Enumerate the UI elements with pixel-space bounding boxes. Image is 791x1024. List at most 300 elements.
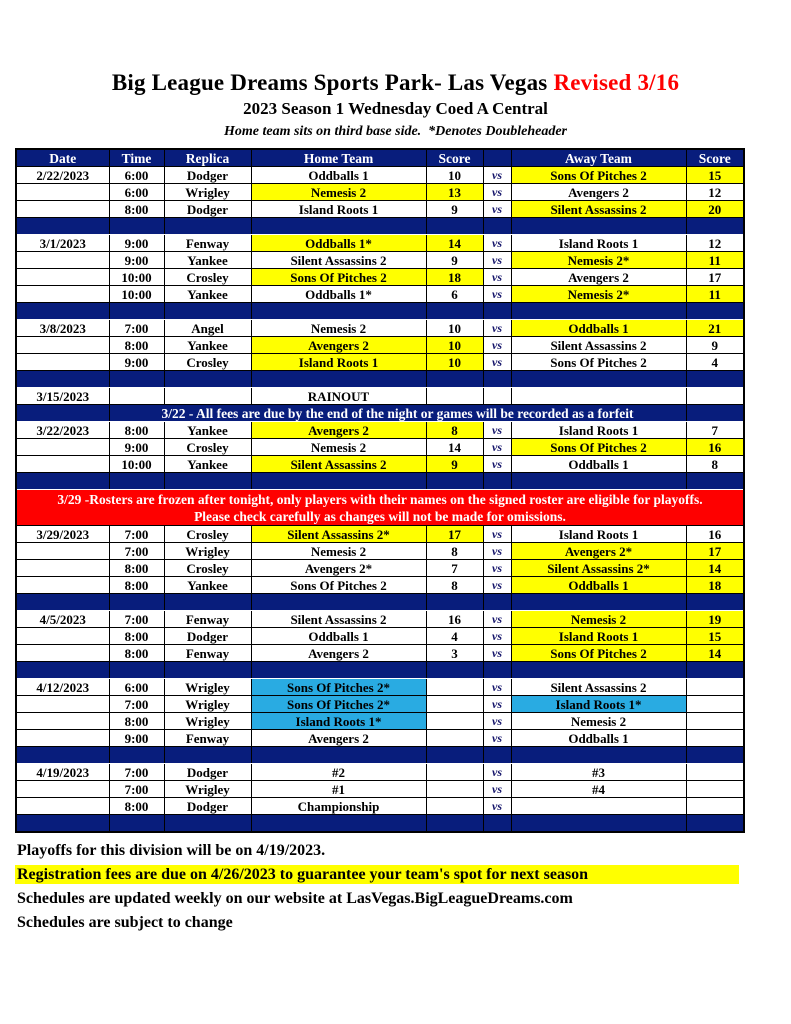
home-team-cell: Nemesis 2: [251, 439, 426, 456]
time-cell: 6:00: [109, 167, 164, 184]
home-team-cell: Oddballs 1*: [251, 235, 426, 252]
time-cell: 8:00: [109, 628, 164, 645]
away-score-cell: [686, 713, 744, 730]
game-row: [16, 286, 744, 303]
replica-cell: Dodger: [164, 628, 251, 645]
away-score-separator-cell: [686, 747, 744, 764]
time-cell: 7:00: [109, 526, 164, 543]
vs-label: vs: [483, 798, 511, 815]
date-separator-cell: [16, 218, 109, 235]
game-row: [16, 798, 744, 815]
vs-separator-cell: [483, 303, 511, 320]
date-cell: [16, 286, 109, 303]
home-score-cell: 10: [426, 337, 483, 354]
game-row: [16, 730, 744, 747]
away-team-separator-cell: [511, 218, 686, 235]
home-score-cell: 10: [426, 167, 483, 184]
header-replica: Replica: [164, 149, 251, 167]
replica-cell: Yankee: [164, 456, 251, 473]
away-score-cell: [686, 781, 744, 798]
game-row: [16, 696, 744, 713]
game-row: [16, 628, 744, 645]
replica-cell: Dodger: [164, 764, 251, 781]
separator-row: [16, 473, 744, 490]
date-cell: 3/8/2023: [16, 320, 109, 337]
time-cell: 8:00: [109, 337, 164, 354]
home-score-cell: [426, 713, 483, 730]
date-cell: [16, 781, 109, 798]
date-separator-cell: [16, 371, 109, 388]
date-cell: 4/12/2023: [16, 679, 109, 696]
date-cell: [16, 628, 109, 645]
home-team-cell: Nemesis 2: [251, 543, 426, 560]
away-team-cell: Oddballs 1: [511, 730, 686, 747]
date-cell: 2/22/2023: [16, 167, 109, 184]
home-team-cell: Avengers 2*: [251, 560, 426, 577]
notice-left-cell: [16, 405, 109, 422]
page-title: [0, 0, 791, 96]
vs-label: vs: [483, 201, 511, 218]
date-separator-cell: [16, 747, 109, 764]
home-score-separator-cell: [426, 371, 483, 388]
home-score-cell: 10: [426, 354, 483, 371]
game-row: [16, 456, 744, 473]
home-team-separator-cell: [251, 747, 426, 764]
time-cell: 8:00: [109, 645, 164, 662]
vs-label: vs: [483, 526, 511, 543]
game-row: [16, 439, 744, 456]
separator-row: [16, 747, 744, 764]
away-score-cell: 15: [686, 167, 744, 184]
away-score-cell: [686, 696, 744, 713]
away-score-cell: 16: [686, 439, 744, 456]
home-score-cell: 8: [426, 422, 483, 439]
time-cell: 8:00: [109, 560, 164, 577]
game-row: [16, 320, 744, 337]
replica-cell: Crosley: [164, 269, 251, 286]
home-score-cell: [426, 388, 483, 405]
away-team-cell: Island Roots 1: [511, 235, 686, 252]
vs-label: vs: [483, 252, 511, 269]
legend-note: Home team sits on third base side. *Denotes Doubleheader: [224, 124, 567, 139]
date-cell: [16, 543, 109, 560]
home-team-cell: #2: [251, 764, 426, 781]
vs-label: vs: [483, 354, 511, 371]
replica-cell: Wrigley: [164, 184, 251, 201]
home-score-cell: 9: [426, 252, 483, 269]
home-score-cell: 6: [426, 286, 483, 303]
away-score-cell: 12: [686, 235, 744, 252]
home-team-cell: #1: [251, 781, 426, 798]
time-cell: 10:00: [109, 456, 164, 473]
game-row: [16, 679, 744, 696]
date-cell: 3/15/2023: [16, 388, 109, 405]
date-cell: [16, 645, 109, 662]
away-score-cell: 17: [686, 543, 744, 560]
vs-separator-cell: [483, 747, 511, 764]
away-score-cell: 19: [686, 611, 744, 628]
replica-cell: Fenway: [164, 645, 251, 662]
notice-text: 3/22 - All fees are due by the end of the night or games will be recorded as a forfeit: [109, 405, 686, 422]
replica-separator-cell: [164, 815, 251, 833]
home-score-cell: 8: [426, 577, 483, 594]
vs-label: vs: [483, 439, 511, 456]
home-score-separator-cell: [426, 218, 483, 235]
schedule-table: [15, 148, 745, 833]
replica-cell: Wrigley: [164, 713, 251, 730]
vs-label: vs: [483, 422, 511, 439]
date-separator-cell: [16, 815, 109, 833]
home-team-cell: Nemesis 2: [251, 320, 426, 337]
time-cell: 7:00: [109, 764, 164, 781]
revised-label: Revised 3/16: [553, 70, 680, 95]
away-team-cell: Oddballs 1: [511, 456, 686, 473]
away-team-cell: Nemesis 2*: [511, 286, 686, 303]
separator-row: [16, 371, 744, 388]
home-team-cell: Silent Assassins 2*: [251, 526, 426, 543]
home-score-cell: 14: [426, 235, 483, 252]
home-team-cell: Silent Assassins 2: [251, 456, 426, 473]
away-score-cell: 7: [686, 422, 744, 439]
home-team-cell: Avengers 2: [251, 645, 426, 662]
home-score-cell: [426, 679, 483, 696]
time-separator-cell: [109, 815, 164, 833]
home-team-cell: Sons Of Pitches 2*: [251, 696, 426, 713]
home-score-cell: 9: [426, 456, 483, 473]
replica-separator-cell: [164, 594, 251, 611]
vs-label: vs: [483, 235, 511, 252]
vs-label: vs: [483, 560, 511, 577]
separator-row: [16, 815, 744, 833]
away-score-cell: 14: [686, 560, 744, 577]
time-separator-cell: [109, 747, 164, 764]
date-separator-cell: [16, 303, 109, 320]
home-score-cell: 18: [426, 269, 483, 286]
replica-separator-cell: [164, 303, 251, 320]
separator-row: [16, 662, 744, 679]
game-row: [16, 269, 744, 286]
home-team-separator-cell: [251, 218, 426, 235]
home-score-cell: 4: [426, 628, 483, 645]
game-row: [16, 235, 744, 252]
notice-line-1: 3/29 -Rosters are frozen after tonight, only players with their names on the signed roster are eligible for playoffs.: [57, 491, 703, 507]
away-team-separator-cell: [511, 747, 686, 764]
home-score-cell: 17: [426, 526, 483, 543]
replica-cell: Crosley: [164, 439, 251, 456]
game-row: [16, 252, 744, 269]
away-score-separator-cell: [686, 218, 744, 235]
away-score-cell: 8: [686, 456, 744, 473]
footer-line-3: Schedules are updated weekly on our website at LasVegas.BigLeagueDreams.com: [17, 890, 573, 907]
date-cell: [16, 354, 109, 371]
vs-label: vs: [483, 543, 511, 560]
vs-separator-cell: [483, 662, 511, 679]
date-cell: [16, 798, 109, 815]
away-score-separator-cell: [686, 662, 744, 679]
replica-cell: [164, 388, 251, 405]
home-team-cell: Nemesis 2: [251, 184, 426, 201]
away-team-cell: Avengers 2: [511, 184, 686, 201]
home-score-separator-cell: [426, 747, 483, 764]
away-score-separator-cell: [686, 594, 744, 611]
vs-separator-cell: [483, 594, 511, 611]
away-team-cell: Avengers 2: [511, 269, 686, 286]
home-score-cell: [426, 781, 483, 798]
home-score-cell: 8: [426, 543, 483, 560]
home-score-cell: [426, 730, 483, 747]
header-row: [16, 149, 744, 167]
game-row: [16, 167, 744, 184]
game-row: [16, 422, 744, 439]
header-home-team: Home Team: [251, 149, 426, 167]
replica-cell: Crosley: [164, 354, 251, 371]
separator-row: [16, 594, 744, 611]
time-cell: 10:00: [109, 286, 164, 303]
vs-separator-cell: [483, 218, 511, 235]
home-team-cell: Silent Assassins 2: [251, 252, 426, 269]
vs-label: vs: [483, 781, 511, 798]
time-cell: 7:00: [109, 781, 164, 798]
replica-separator-cell: [164, 662, 251, 679]
date-cell: [16, 201, 109, 218]
time-cell: 9:00: [109, 354, 164, 371]
footer-line-1: Playoffs for this division will be on 4/19/2023.: [17, 842, 326, 859]
time-separator-cell: [109, 371, 164, 388]
notice-row-blue: [16, 405, 744, 422]
away-score-cell: 9: [686, 337, 744, 354]
away-score-cell: 21: [686, 320, 744, 337]
home-score-separator-cell: [426, 815, 483, 833]
replica-cell: Yankee: [164, 422, 251, 439]
time-separator-cell: [109, 473, 164, 490]
date-cell: 3/1/2023: [16, 235, 109, 252]
time-cell: 9:00: [109, 439, 164, 456]
header-time: Time: [109, 149, 164, 167]
away-score-cell: [686, 679, 744, 696]
time-cell: 8:00: [109, 713, 164, 730]
time-cell: 7:00: [109, 543, 164, 560]
away-team-separator-cell: [511, 815, 686, 833]
game-row: [16, 354, 744, 371]
away-team-cell: Nemesis 2: [511, 713, 686, 730]
home-team-cell: Avengers 2: [251, 730, 426, 747]
replica-cell: Crosley: [164, 560, 251, 577]
date-cell: [16, 560, 109, 577]
vs-label: vs: [483, 764, 511, 781]
replica-separator-cell: [164, 371, 251, 388]
away-team-cell: Silent Assassins 2: [511, 679, 686, 696]
game-row: [16, 764, 744, 781]
home-team-cell: Oddballs 1: [251, 167, 426, 184]
away-team-cell: Oddballs 1: [511, 577, 686, 594]
away-score-cell: [686, 730, 744, 747]
time-separator-cell: [109, 303, 164, 320]
time-cell: 6:00: [109, 679, 164, 696]
vs-label: vs: [483, 320, 511, 337]
away-team-cell: #4: [511, 781, 686, 798]
home-team-cell: Oddballs 1*: [251, 286, 426, 303]
away-score-cell: 11: [686, 286, 744, 303]
replica-cell: Fenway: [164, 730, 251, 747]
replica-cell: Angel: [164, 320, 251, 337]
date-separator-cell: [16, 662, 109, 679]
time-cell: 10:00: [109, 269, 164, 286]
away-score-cell: [686, 764, 744, 781]
time-cell: 6:00: [109, 184, 164, 201]
vs-label: vs: [483, 628, 511, 645]
replica-separator-cell: [164, 218, 251, 235]
away-score-cell: 14: [686, 645, 744, 662]
away-team-cell: Sons Of Pitches 2: [511, 645, 686, 662]
home-team-cell: Avengers 2: [251, 337, 426, 354]
time-cell: 7:00: [109, 320, 164, 337]
header-home-score: Score: [426, 149, 483, 167]
home-team-separator-cell: [251, 815, 426, 833]
away-score-separator-cell: [686, 371, 744, 388]
replica-cell: Fenway: [164, 611, 251, 628]
home-team-cell: Sons Of Pitches 2: [251, 577, 426, 594]
date-cell: [16, 252, 109, 269]
notice-row-red: [16, 490, 744, 526]
notice-right-cell: [686, 405, 744, 422]
home-team-separator-cell: [251, 371, 426, 388]
replica-cell: Wrigley: [164, 543, 251, 560]
vs-label: vs: [483, 679, 511, 696]
vs-label: vs: [483, 337, 511, 354]
game-row: [16, 201, 744, 218]
home-team-separator-cell: [251, 473, 426, 490]
date-separator-cell: [16, 594, 109, 611]
replica-separator-cell: [164, 473, 251, 490]
vs-label: vs: [483, 577, 511, 594]
away-team-separator-cell: [511, 594, 686, 611]
away-score-cell: 12: [686, 184, 744, 201]
time-cell: 9:00: [109, 730, 164, 747]
away-score-cell: 18: [686, 577, 744, 594]
replica-cell: Yankee: [164, 286, 251, 303]
away-team-separator-cell: [511, 371, 686, 388]
away-team-cell: Nemesis 2*: [511, 252, 686, 269]
separator-row: [16, 218, 744, 235]
time-cell: 7:00: [109, 696, 164, 713]
time-separator-cell: [109, 218, 164, 235]
away-team-cell: Sons Of Pitches 2: [511, 167, 686, 184]
home-team-cell: Silent Assassins 2: [251, 611, 426, 628]
game-row: [16, 611, 744, 628]
replica-cell: Wrigley: [164, 781, 251, 798]
date-cell: [16, 713, 109, 730]
home-team-cell: RAINOUT: [251, 388, 426, 405]
vs-separator-cell: [483, 473, 511, 490]
game-row: [16, 526, 744, 543]
vs-label: vs: [483, 730, 511, 747]
home-team-separator-cell: [251, 303, 426, 320]
date-cell: 4/19/2023: [16, 764, 109, 781]
replica-cell: Yankee: [164, 252, 251, 269]
home-team-cell: Island Roots 1: [251, 354, 426, 371]
away-team-separator-cell: [511, 303, 686, 320]
away-score-separator-cell: [686, 473, 744, 490]
replica-cell: Fenway: [164, 235, 251, 252]
vs-label: vs: [483, 184, 511, 201]
vs-label: vs: [483, 269, 511, 286]
away-team-separator-cell: [511, 662, 686, 679]
away-score-cell: 4: [686, 354, 744, 371]
game-row: [16, 560, 744, 577]
date-cell: [16, 439, 109, 456]
away-team-cell: Island Roots 1: [511, 526, 686, 543]
home-score-cell: 16: [426, 611, 483, 628]
date-cell: [16, 730, 109, 747]
away-team-cell: [511, 798, 686, 815]
home-score-separator-cell: [426, 473, 483, 490]
header-away-team: Away Team: [511, 149, 686, 167]
date-cell: 4/5/2023: [16, 611, 109, 628]
header-away-score: Score: [686, 149, 744, 167]
date-separator-cell: [16, 473, 109, 490]
vs-separator-cell: [483, 371, 511, 388]
replica-cell: Crosley: [164, 526, 251, 543]
away-score-cell: 16: [686, 526, 744, 543]
header-vs: [483, 149, 511, 167]
away-team-cell: Silent Assassins 2: [511, 337, 686, 354]
time-cell: 8:00: [109, 201, 164, 218]
away-team-cell: Oddballs 1: [511, 320, 686, 337]
home-score-cell: [426, 798, 483, 815]
away-team-cell: Silent Assassins 2*: [511, 560, 686, 577]
vs-label: vs: [483, 167, 511, 184]
vs-label: vs: [483, 645, 511, 662]
away-team-cell: Avengers 2*: [511, 543, 686, 560]
away-team-separator-cell: [511, 473, 686, 490]
away-score-separator-cell: [686, 815, 744, 833]
replica-cell: Dodger: [164, 798, 251, 815]
home-team-cell: Sons Of Pitches 2*: [251, 679, 426, 696]
game-row: [16, 645, 744, 662]
home-team-cell: Sons Of Pitches 2: [251, 269, 426, 286]
time-cell: 8:00: [109, 422, 164, 439]
home-score-cell: 10: [426, 320, 483, 337]
date-cell: [16, 577, 109, 594]
date-cell: [16, 269, 109, 286]
game-row: [16, 184, 744, 201]
replica-cell: Dodger: [164, 201, 251, 218]
date-cell: [16, 696, 109, 713]
away-team-cell: [511, 388, 686, 405]
separator-row: [16, 303, 744, 320]
away-score-cell: [686, 388, 744, 405]
game-row: [16, 543, 744, 560]
vs-label: [483, 388, 511, 405]
home-team-separator-cell: [251, 662, 426, 679]
replica-cell: Yankee: [164, 577, 251, 594]
vs-label: vs: [483, 286, 511, 303]
away-team-cell: Silent Assassins 2: [511, 201, 686, 218]
home-team-cell: Avengers 2: [251, 422, 426, 439]
time-cell: 9:00: [109, 252, 164, 269]
home-score-separator-cell: [426, 303, 483, 320]
away-team-cell: Island Roots 1*: [511, 696, 686, 713]
footer-notes: [15, 841, 739, 937]
home-score-separator-cell: [426, 662, 483, 679]
home-score-cell: [426, 696, 483, 713]
date-cell: 3/29/2023: [16, 526, 109, 543]
page-title-text: Big League Dreams Sports Park- Las Vegas: [111, 70, 548, 95]
home-score-cell: 3: [426, 645, 483, 662]
home-score-cell: [426, 764, 483, 781]
replica-cell: Wrigley: [164, 696, 251, 713]
game-row: [16, 577, 744, 594]
